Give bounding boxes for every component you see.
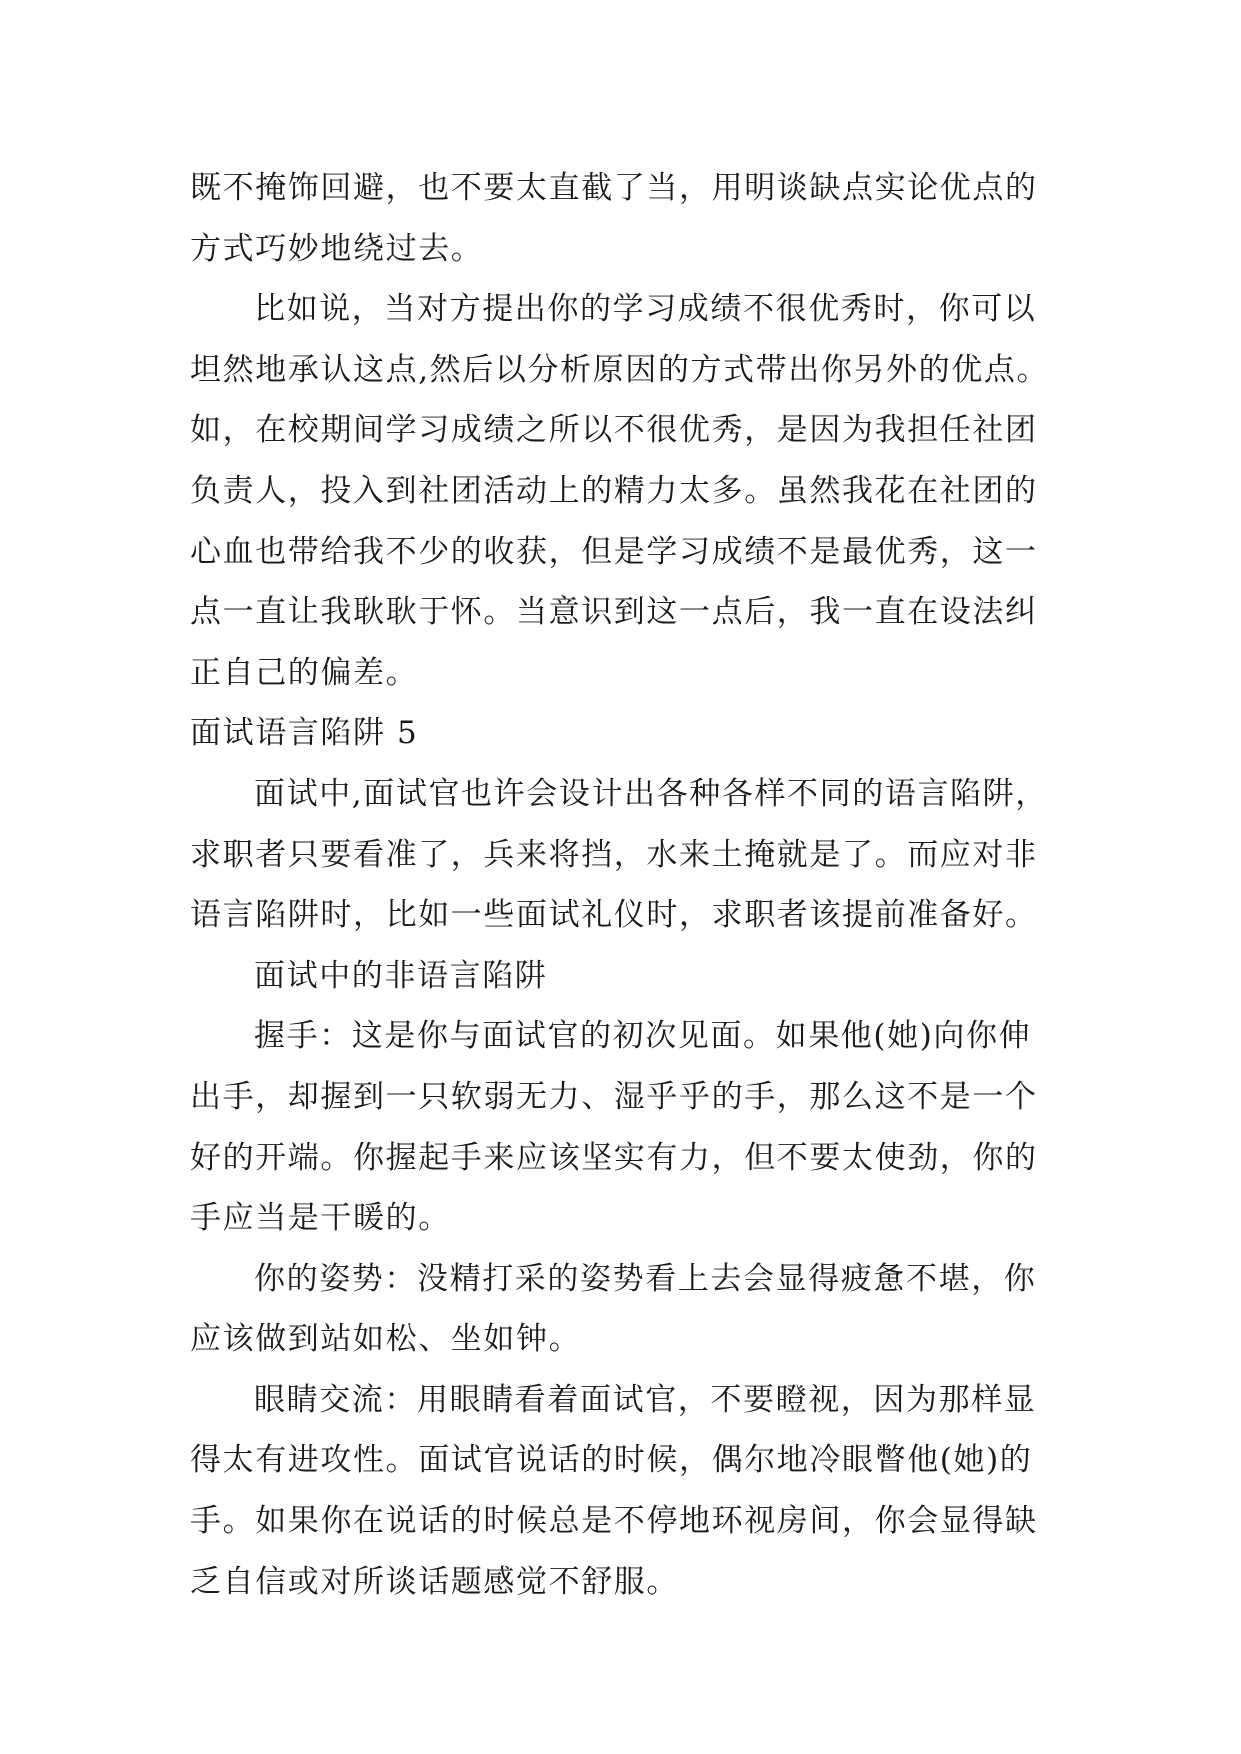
text-line: 比如说，当对方提出你的学习成绩不很优秀时，你可以 — [254, 291, 1037, 328]
text-line: 手。如果你在说话的时候总是不停地环视房间，你会显得缺 — [190, 1503, 1038, 1540]
text-line: 眼睛交流：用眼睛看着面试官，不要瞪视，因为那样显 — [254, 1381, 1037, 1418]
section-heading: 面试语言陷阱 5 — [190, 715, 419, 752]
text-line: 手应当是干暖的。 — [190, 1200, 451, 1237]
text-line: 出手，却握到一只软弱无力、湿乎乎的手，那么这不是一个 — [190, 1078, 1038, 1115]
text-line: 方式巧妙地绕过去。 — [190, 230, 484, 267]
text-line: 求职者只要看准了，兵来将挡，水来土掩就是了。而应对非 — [190, 836, 1038, 873]
text-line: 坦然地承认这点,然后以分析原因的方式带出你另外的优点。 — [190, 351, 1050, 388]
text-line: 乏自信或对所谈话题感觉不舒服。 — [190, 1563, 679, 1600]
subheading: 面试中的非语言陷阱 — [254, 957, 548, 994]
text-line: 得太有进攻性。面试官说话的时候，偶尔地冷眼瞥他(她)的 — [190, 1442, 1033, 1479]
document-body — [190, 158, 1070, 1612]
text-line: 心血也带给我不少的收获，但是学习成绩不是最优秀，这一 — [190, 533, 1038, 570]
text-line: 既不掩饰回避，也不要太直截了当，用明谈缺点实论优点的 — [190, 170, 1038, 206]
text-line: 点一直让我耿耿于怀。当意识到这一点后，我一直在设法纠 — [190, 594, 1038, 631]
text-line: 你的姿势：没精打采的姿势看上去会显得疲惫不堪，你 — [254, 1260, 1037, 1297]
text-line: 好的开端。你握起手来应该坚实有力，但不要太使劲，你的 — [190, 1139, 1038, 1176]
text-line: 应该做到站如松、坐如钟。 — [190, 1321, 582, 1358]
text-line: 面试中,面试官也许会设计出各种各样不同的语言陷阱， — [254, 775, 1048, 812]
text-line: 如，在校期间学习成绩之所以不很优秀，是因为我担任社团 — [190, 412, 1038, 449]
text-line: 握手：这是你与面试官的初次见面。如果他(她)向你伸 — [254, 1018, 1032, 1055]
text-line: 负责人，投入到社团活动上的精力太多。虽然我花在社团的 — [190, 472, 1038, 509]
text-line: 正自己的偏差。 — [190, 654, 419, 691]
text-line: 语言陷阱时，比如一些面试礼仪时，求职者该提前准备好。 — [190, 897, 1038, 934]
